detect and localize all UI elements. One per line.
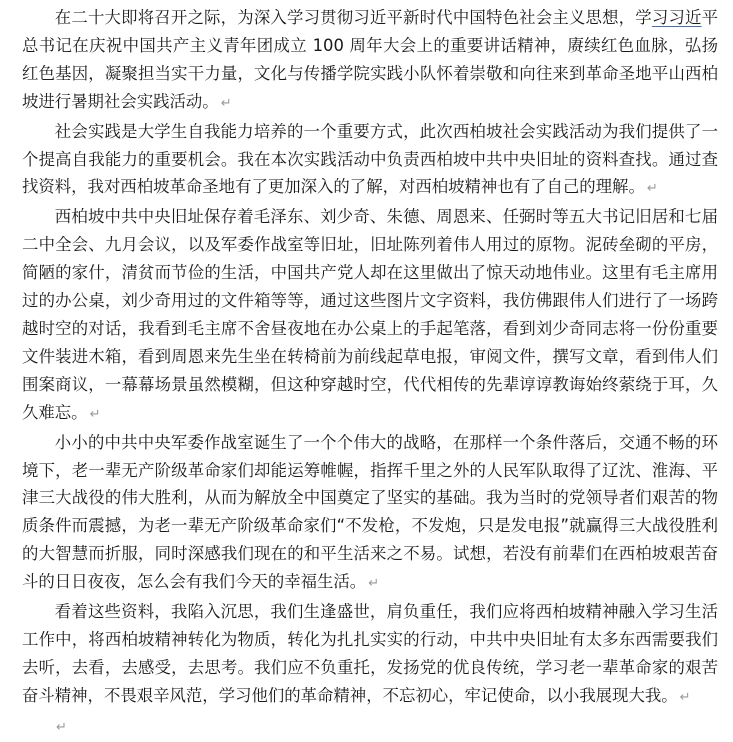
paragraph-mark-icon: ↵	[368, 576, 380, 592]
paragraph-mark-icon: ↵	[56, 719, 67, 735]
paragraph-mark-icon: ↵	[646, 181, 658, 197]
paragraph-4-text: 小小的中共中央军委作战室诞生了一个个伟大的战略，在那样一个条件落后，交通不畅的环境下，老一辈无产阶级革命家们却能运筹帷幄，指挥千里之外的人民军队取得了辽沈、淮海、平津三大战役的伟大胜利，从而为解放全中国奠定了坚实的基础。我为当时的党领导者们艰苦的物质条件而震撼，为老一辈无产阶级革命家们“不发枪，不发炮，只是发电报”就赢得三大战役胜利的大智慧而折服，同时深感我们现在的和平生活来之不易。试想，若没有前辈们在西柏坡艰苦奋斗的日日夜夜，怎么会有我们今天的幸福生活。	[22, 432, 718, 592]
paragraph-1-text-start: 在二十大即将召开之际，为深入学习贯彻习近平新时代中国特色社会主义思想，学	[54, 8, 652, 27]
paragraph-mark-icon: ↵	[679, 689, 691, 705]
document-body[interactable]	[22, 4, 718, 740]
paragraph-1-text-end: 平总书记在庆祝中国共产主义青年团成立 100 周年大会上的重要讲话精神，赓续红色血脉，弘扬红色基因，凝聚担当实干力量，文化与传播学院实践小队怀着崇敬和向往来到革命圣地平山西柏坡进行暑期社会实践活动。	[22, 8, 719, 111]
paragraph-4	[22, 429, 718, 598]
paragraph-mark-icon: ↵	[220, 95, 232, 111]
paragraph-1	[22, 4, 718, 118]
paragraph-5-text: 看着这些资料，我陷入沉思，我们生逢盛世，肩负重任，我们应将西柏坡精神融入学习生活工作中，将西柏坡精神转化为物质，转化为扎扎实实的行动，中共中央旧址有太多东西需要我们去听，去看，去感受，去思考。我们应不负重托，发扬党的优良传统，学习老一辈革命家的艰苦奋斗精神，不畏艰辛风范，学习他们的革命精神，不忘初心，牢记使命，以小我展现大我。	[22, 602, 718, 705]
paragraph-3-text: 西柏坡中共中央旧址保存着毛泽东、刘少奇、朱德、周恩来、任弼时等五大书记旧居和七届二中全会、九月会议，以及军委作战室等旧址，旧址陈列着伟人用过的原物。泥砖垒砌的平房，简陋的家什，清贫而节俭的生活，中国共产党人却在这里做出了惊天动地伟业。这里有毛主席用过的办公桌，刘少奇用过的文件箱等等，通过这些图片文字资料，我仿佛跟伟人们进行了一场跨越时空的对话，我看到毛主席不舍昼夜地在办公桌上的手起笔落，看到刘少奇同志将一份份重要文件装进木箱，看到周恩来先生坐在转椅前为前线起草电报，审阅文件，撰写文章，看到伟人们围案商议，一幕幕场景虽然模糊，但这种穿越时空，代代相传的先辈谆谆教诲始终萦绕于耳，久久难忘。	[22, 207, 718, 422]
paragraph-2-text: 社会实践是大学生自我能力培养的一个重要方式，此次西柏坡社会实践活动为我们提供了一个提高自我能力的重要机会。我在本次实践活动中负责西柏坡中共中央旧址的资料查找。通过查找资料，我对西柏坡革命圣地有了更加深入的了解，对西柏坡精神也有了自己的理解。	[22, 121, 718, 197]
paragraph-mark-icon: ↵	[89, 406, 101, 422]
empty-paragraph	[22, 712, 718, 740]
underlined-name-spellcheck[interactable]: 习习近	[651, 8, 702, 27]
paragraph-3	[22, 203, 718, 428]
paragraph-5	[22, 598, 718, 712]
paragraph-2	[22, 118, 718, 204]
